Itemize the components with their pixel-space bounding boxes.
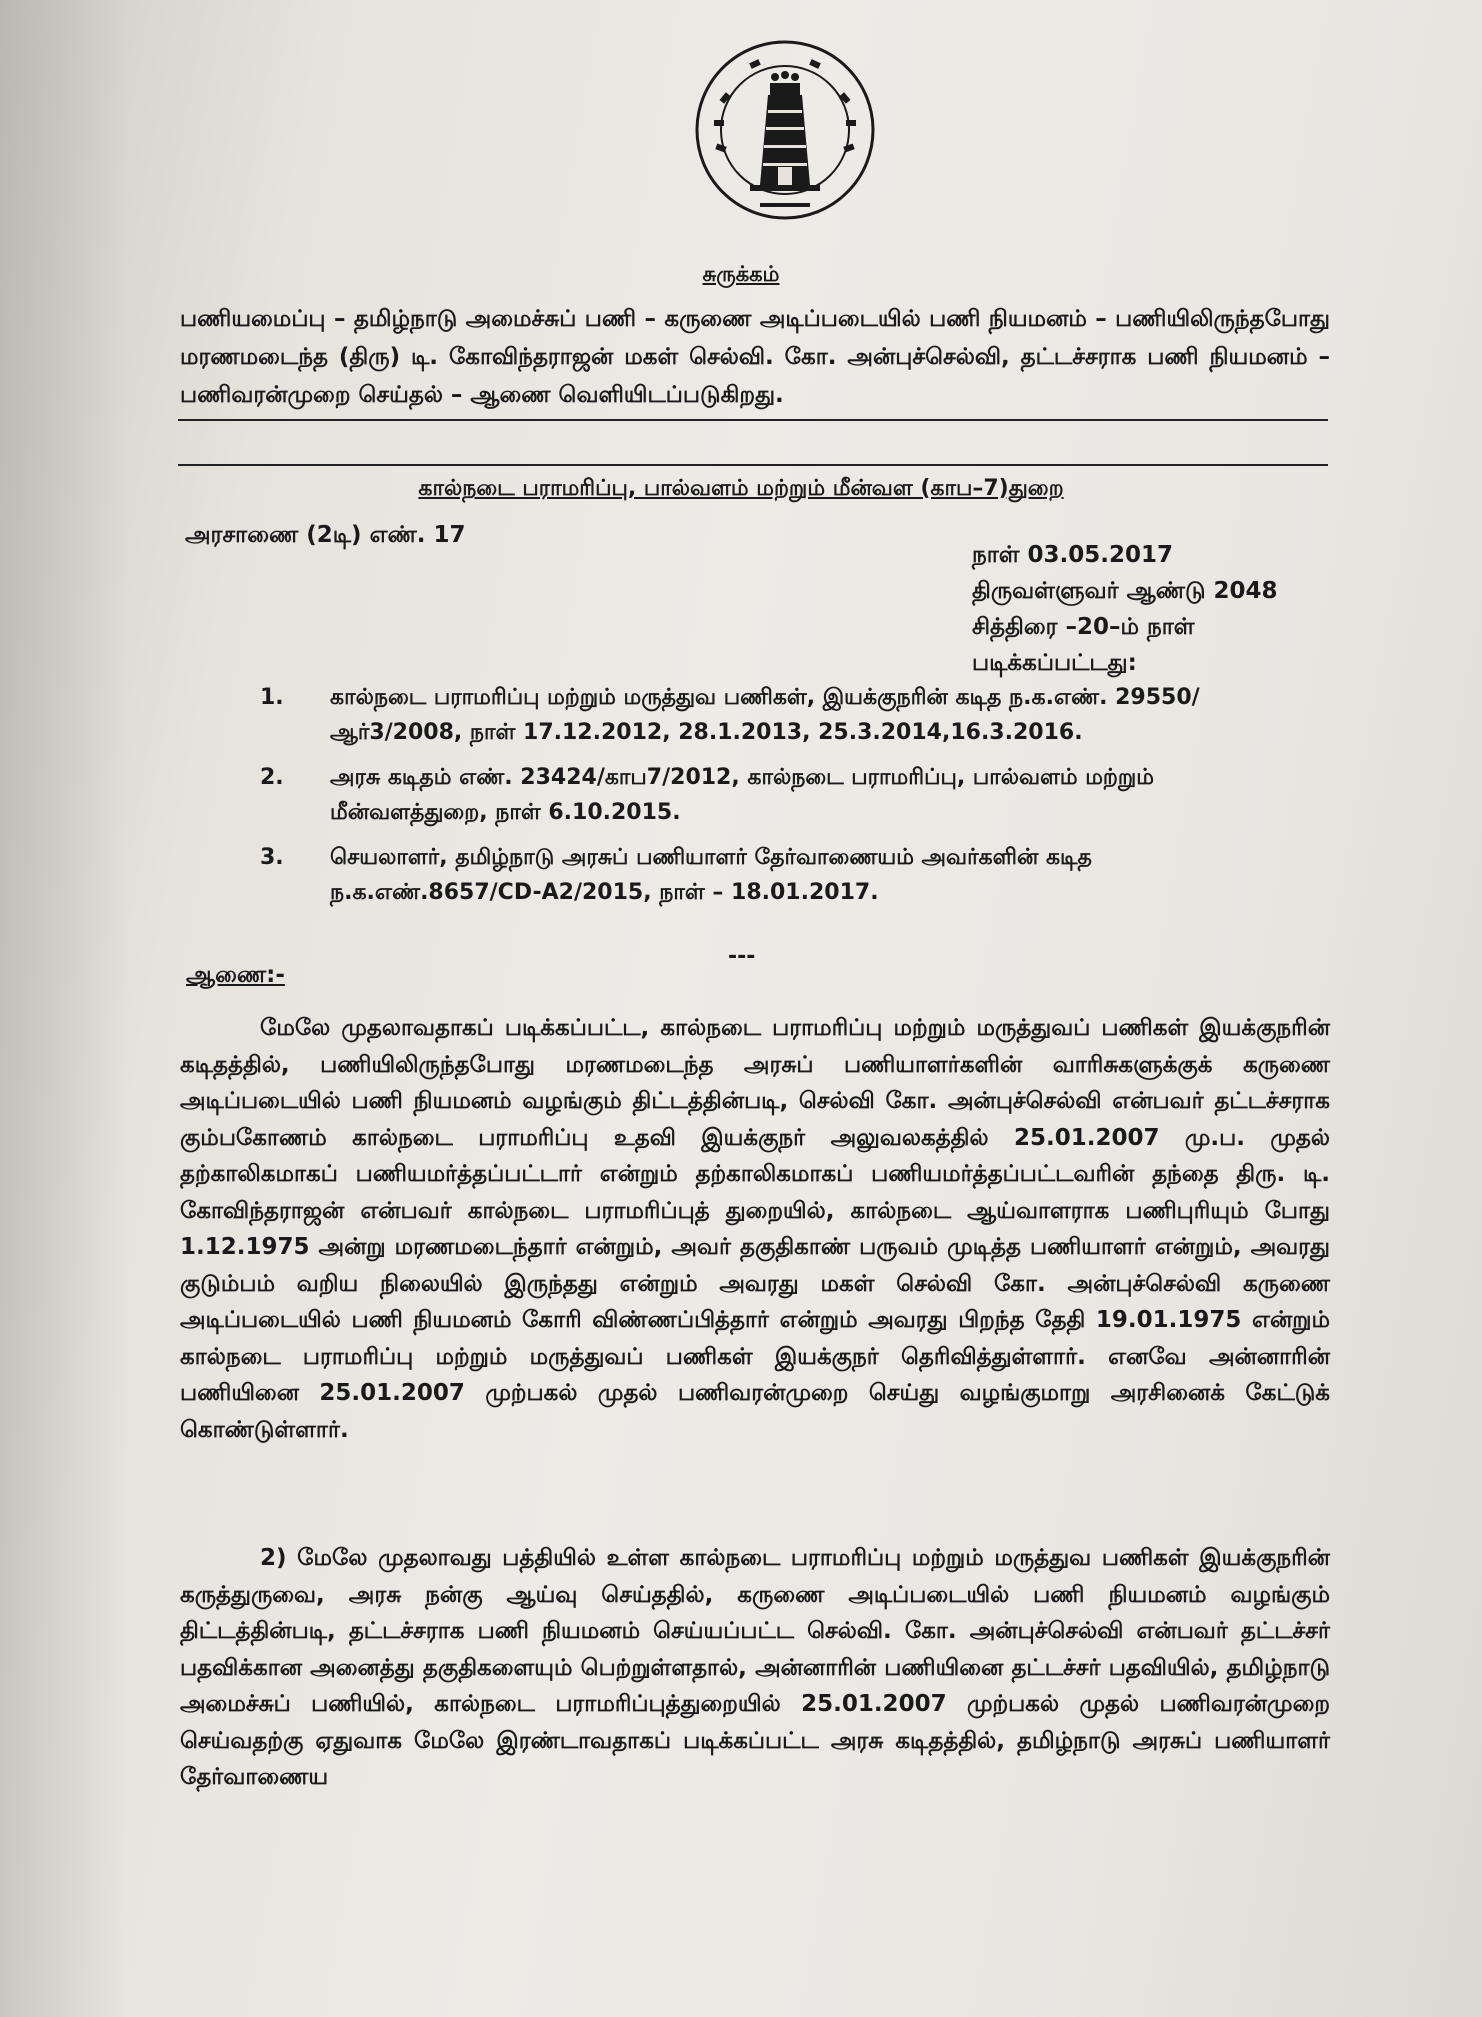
order-paragraph-1: மேலே முதலாவதாகப் படிக்கப்பட்ட, கால்நடை பராமரிப்பு மற்றும் மருத்துவப் பணிகள் இயக்குநரின் கடிதத்தில், பணியிலிருந்தபோது மரணமடைந்த அரசுப் பணியாளர்களின் வாரிசுகளுக்குக் கருணை அடிப்படையில் பணி நியமனம் வழங்கும் திட்டத்தின்படி, செல்வி கோ. அன்புச்செல்வி என்பவர் தட்டச்சராக கும்பகோணம் கால்நடை பராமரிப்பு உதவி இயக்குநர் அலுவலகத்தில் 25.01.2007 மு.ப. முதல் தற்காலிகமாகப் பணியமர்த்தப்பட்டார் என்றும் தற்காலிகமாகப் பணியமர்த்தப்பட்டவரின் தந்தை திரு. டி. கோவிந்தராஜன் என்பவர் கால்நடை பராமரிப்புத் துறையில், கால்நடை ஆய்வாளராக பணிபுரியும் போது 1.12.1975 அன்று மரணமடைந்தார் என்றும், அவர் தகுதிகாண் பருவம் முடித்த பணியாளர் என்றும், அவரது குடும்பம் வறிய நிலையில் இருந்தது என்றும் அவரது மகள் செல்வி கோ. அன்புச்செல்வி கருணை அடிப்படையில் பணி நியமனம் கோரி விண்ணப்பித்தார் என்றும் அவரது பிறந்த தேதி 19.01.1975 என்றும் கால்நடை பராமரிப்பு மற்றும் மருத்துவப் பணிகள் இயக்குநர் தெரிவித்துள்ளார். எனவே அன்னாரின் பணியினை 25.01.2007 முற்பகல் முதல் பணிவரன்முறை செய்து வழங்குமாறு அரசினைக் கேட்டுக் கொண்டுள்ளார். <box>180 1015 1330 1443</box>
reference-text: செயலாளர், தமிழ்நாடு அரசுப் பணியாளர் தேர்வாணையம் அவர்களின் கடித ந.க.எண்.8657/CD-A2/2015, நாள் – 18.01.2017. <box>330 845 1092 905</box>
reference-number: 3. <box>260 845 284 870</box>
summary-heading: சுருக்கம் <box>702 262 780 286</box>
reference-number: 1. <box>260 685 284 710</box>
read-label: படிக்கப்பட்டது: <box>972 650 1137 676</box>
date-block <box>972 537 1278 681</box>
order-label: ஆணை:- <box>186 962 285 988</box>
section-separator: --- <box>728 944 756 969</box>
reference-number: 2. <box>260 765 284 790</box>
reference-text: அரசு கடிதம் எண். 23424/காப7/2012, கால்நடை பராமரிப்பு, பால்வளம் மற்றும் மீன்வளத்துறை, நாள் 6.10.2015. <box>330 765 1155 825</box>
order-paragraph-2: 2) மேலே முதலாவது பத்தியில் உள்ள கால்நடை பராமரிப்பு மற்றும் மருத்துவ பணிகள் இயக்குநரின் கருத்துருவை, அரசு நன்கு ஆய்வு செய்ததில், கருணை அடிப்படையில் பணி நியமனம் வழங்கும் திட்டத்தின்படி, தட்டச்சராக பணி நியமனம் செய்யப்பட்ட செல்வி. கோ. அன்புச்செல்வி என்பவர் தட்டச்சர் பதவிக்கான அனைத்து தகுதிகளையும் பெற்றுள்ளதால், அன்னாரின் பணியினை தட்டச்சர் பதவியில், தமிழ்நாடு அமைச்சுப் பணியில், கால்நடை பராமரிப்புத்துறையில் 25.01.2007 முற்பகல் முதல் பணிவரன்முறை செய்வதற்கு ஏதுவாக மேலே இரண்டாவதாகப் படிக்கப்பட்ட அரசு கடிதத்தில், தமிழ்நாடு அரசுப் பணியாளர் தேர்வாணைய <box>180 1545 1330 1790</box>
reference-item <box>260 840 1280 910</box>
order-date: நாள் 03.05.2017 <box>972 542 1174 568</box>
government-emblem <box>690 35 880 225</box>
government-order-number: அரசாணை (2டி) எண். 17 <box>185 522 466 548</box>
paper-fold-shadow <box>0 0 130 2017</box>
thiruvalluvar-year: திருவள்ளுவர் ஆண்டு 2048 <box>972 578 1278 604</box>
tamil-date: சித்திரை –20–ம் நாள் <box>972 614 1195 640</box>
subject-summary: பணியமைப்பு – தமிழ்நாடு அமைச்சுப் பணி – கருணை அடிப்படையில் பணி நியமனம் – பணியிலிருந்தபோது மரணமடைந்த (திரு) டி. கோவிந்தராஜன் மகள் செல்வி. கோ. அன்புச்செல்வி, தட்டச்சராக பணி நியமனம் – பணிவரன்முறை செய்தல் – ஆணை வெளியிடப்படுகிறது. <box>180 306 1330 408</box>
divider-line <box>178 464 1328 466</box>
department-name: கால்நடை பராமரிப்பு, பால்வளம் மற்றும் மீன்வள (காப–7)துறை <box>418 476 1064 501</box>
reference-item <box>260 760 1280 830</box>
divider-line <box>178 419 1328 421</box>
references-list <box>260 680 1280 920</box>
reference-item <box>260 680 1280 750</box>
reference-text: கால்நடை பராமரிப்பு மற்றும் மருத்துவ பணிகள், இயக்குநரின் கடித ந.க.எண். 29550/ஆர்3/2008, நாள் 17.12.2012, 28.1.2013, 25.3.2014,16.3.2016. <box>330 685 1200 745</box>
